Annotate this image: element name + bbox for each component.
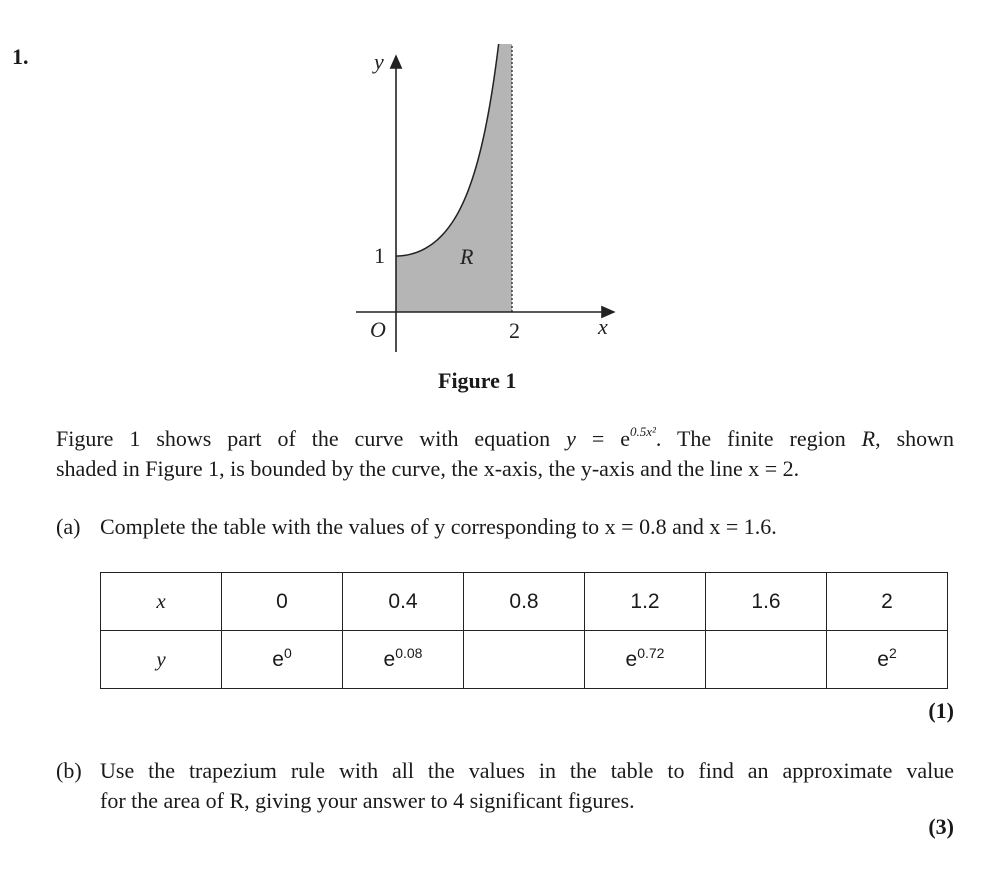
table-cell-y-5 <box>827 631 948 689</box>
table-header-x: x <box>101 573 222 631</box>
region-symbol: R <box>861 426 876 451</box>
question-number: 1. <box>12 44 29 69</box>
y-base: e <box>625 647 638 671</box>
part-b-line-2: for the area of R, giving your answer to 4 significant figures. <box>100 788 635 813</box>
y-axis-label: y <box>374 49 384 74</box>
table-cell-y-2-blank[interactable] <box>464 631 585 689</box>
equation-lhs: y <box>566 426 576 451</box>
table-cell-x-2: 0.8 <box>464 573 585 631</box>
part-b-line-1 <box>56 756 954 786</box>
region-label-r: R <box>460 244 474 269</box>
table-cell-y-4-blank[interactable] <box>706 631 827 689</box>
shaded-region-r <box>396 44 512 312</box>
figure-1-graph <box>340 44 640 364</box>
part-b-marks: (3) <box>928 814 954 839</box>
y-exponent: 0.72 <box>637 644 665 661</box>
part-a-label: (a) <box>56 514 81 539</box>
table-cell-x-4: 1.6 <box>706 573 827 631</box>
table-row-x <box>101 573 948 631</box>
equation-exponent: 0.5x² <box>630 423 656 439</box>
table-cell-x-5: 2 <box>827 573 948 631</box>
values-table <box>100 572 948 689</box>
origin-label: O <box>370 317 386 342</box>
y-tick-label-1: 1 <box>374 243 385 268</box>
intro-line-2: shaded in Figure 1, is bounded by the curve, the x-axis, the y-axis and the line x = 2. <box>56 456 800 481</box>
table-row-y <box>101 631 948 689</box>
part-a <box>56 512 954 542</box>
part-b-text-1: Use the trapezium rule with all the values in the table to find an approximate value <box>100 758 954 783</box>
table-cell-x-3: 1.2 <box>585 573 706 631</box>
y-exponent: 0 <box>283 644 292 661</box>
y-base: e <box>272 647 284 671</box>
intro-text-end: , shown <box>875 426 955 451</box>
equation-equals: = <box>591 426 605 451</box>
table-cell-x-1: 0.4 <box>343 573 464 631</box>
y-exponent: 2 <box>888 644 897 661</box>
part-b-label: (b) <box>56 758 82 783</box>
x-tick-label-2: 2 <box>509 318 520 343</box>
y-exponent: 0.08 <box>395 644 423 661</box>
x-axis-label: x <box>598 314 608 339</box>
intro-text-start: Figure 1 shows part of the curve with equation <box>56 426 551 451</box>
part-a-marks: (1) <box>928 698 954 723</box>
y-base: e <box>383 647 396 671</box>
table-cell-y-1 <box>343 631 464 689</box>
figure-caption: Figure 1 <box>438 368 517 393</box>
table-cell-x-0: 0 <box>222 573 343 631</box>
table-header-y: y <box>101 631 222 689</box>
intro-text-middle: . The finite region <box>655 426 846 451</box>
table-cell-y-0 <box>222 631 343 689</box>
table-cell-y-3 <box>585 631 706 689</box>
equation-base: e <box>620 426 630 451</box>
intro-line-1 <box>56 424 954 454</box>
part-a-text: Complete the table with the values of y corresponding to x = 0.8 and x = 1.6. <box>100 514 777 539</box>
y-base: e <box>877 647 889 671</box>
